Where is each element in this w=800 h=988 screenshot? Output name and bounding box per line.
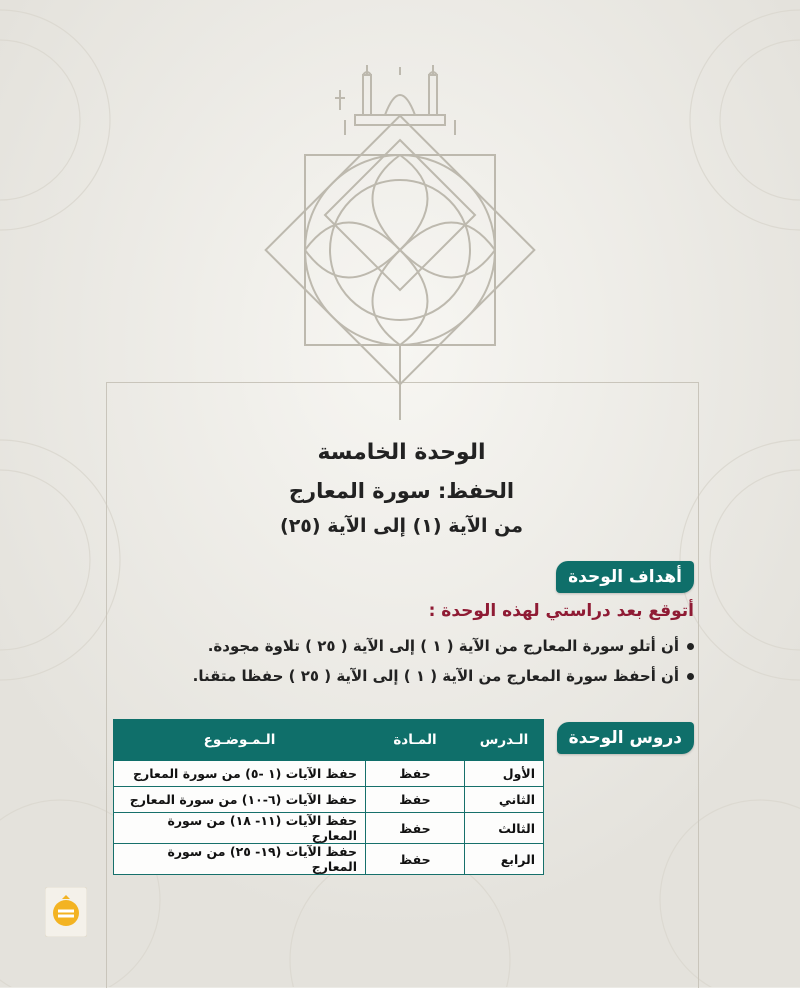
unit-title: الوحدة الخامسة	[317, 440, 486, 465]
unit-range: من الآية (١) إلى الآية (٢٥)	[280, 515, 523, 537]
cell-lesson: الأول	[465, 761, 544, 787]
cell-subject: حفظ	[366, 813, 465, 844]
table-row	[114, 761, 544, 787]
cell-lesson: الثاني	[465, 787, 544, 813]
header-topic: الـمـوضـوع	[114, 720, 366, 761]
bullet-icon	[687, 673, 694, 680]
table-row	[114, 844, 544, 875]
goal-text: أن أتلو سورة المعارج من الآية ( ١ ) إلى الآية ( ٢٥ ) تلاوة مجودة.	[207, 637, 679, 655]
cell-subject: حفظ	[366, 844, 465, 875]
table-row	[114, 787, 544, 813]
header-lesson: الـدرس	[465, 720, 544, 761]
bullet-icon	[687, 643, 694, 650]
goal-item	[193, 637, 694, 655]
header-subject: المـادة	[366, 720, 465, 761]
goal-item	[193, 667, 694, 685]
goals-tag: أهداف الوحدة	[556, 561, 694, 593]
cell-topic: حفظ الآيات (١٩- ٢٥) من سورة المعارج	[114, 844, 366, 875]
publisher-logo-icon	[45, 887, 87, 937]
cell-lesson: الرابع	[465, 844, 544, 875]
cell-topic: حفظ الآيات (٦-١٠) من سورة المعارج	[114, 787, 366, 813]
table-row	[114, 813, 544, 844]
unit-heading	[106, 440, 697, 537]
cell-topic: حفظ الآيات (١١- ١٨) من سورة المعارج	[114, 813, 366, 844]
lessons-table	[113, 719, 544, 875]
cell-subject: حفظ	[366, 787, 465, 813]
cell-topic: حفظ الآيات (١ -٥) من سورة المعارج	[114, 761, 366, 787]
goals-list	[193, 637, 694, 697]
unit-subtitle: الحفظ: سورة المعارج	[288, 479, 515, 503]
cell-subject: حفظ	[366, 761, 465, 787]
goal-text: أن أحفظ سورة المعارج من الآية ( ١ ) إلى الآية ( ٢٥ ) حفظا متقنا.	[192, 667, 679, 685]
goals-lead: أتوقع بعد دراستي لهذه الوحدة :	[428, 601, 694, 621]
cell-lesson: الثالث	[465, 813, 544, 844]
table-header-row	[114, 720, 544, 761]
lessons-tag: دروس الوحدة	[557, 722, 694, 754]
mosque-star-ornament-icon	[235, 40, 565, 430]
